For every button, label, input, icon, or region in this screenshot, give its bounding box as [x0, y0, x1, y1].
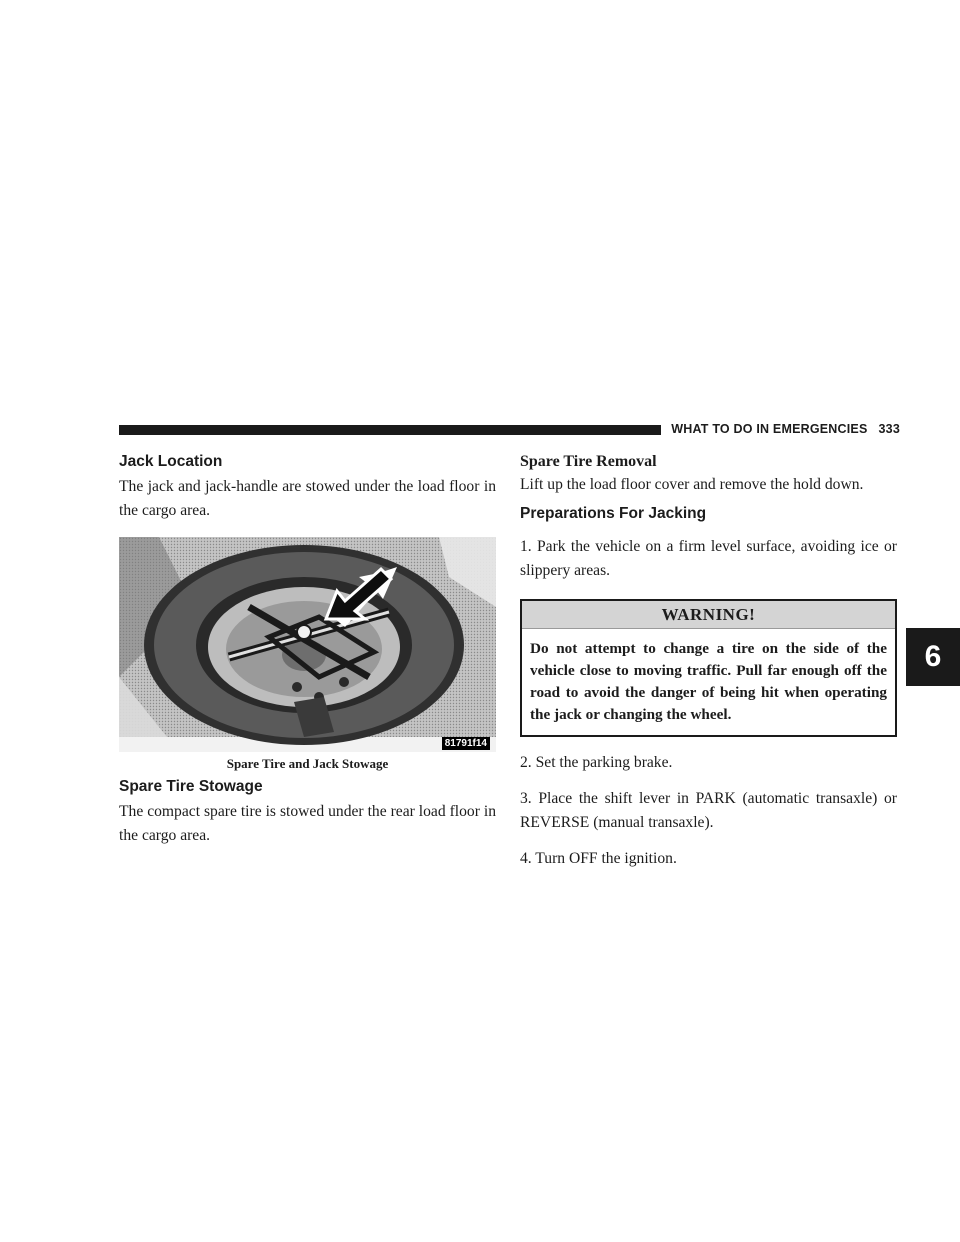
spare-tire-removal-heading: Spare Tire Removal [520, 453, 657, 470]
spare-tire-figure [119, 537, 496, 752]
figure-caption: Spare Tire and Jack Stowage [226, 756, 389, 771]
running-header [670, 422, 900, 436]
left-column [119, 450, 496, 848]
right-column [520, 450, 897, 871]
step-3: 3. Place the shift lever in PARK (automatic transaxle) or REVERSE (manual transaxle). [520, 790, 897, 831]
jack-location-heading: Jack Location [119, 453, 223, 470]
step-1: 1. Park the vehicle on a firm level surface, avoiding ice or slippery areas. [520, 538, 897, 579]
figure-code: 81791f14 [442, 737, 490, 750]
step-4: 4. Turn OFF the ignition. [520, 850, 677, 867]
page-number: 333 [878, 422, 900, 436]
header-rule [119, 425, 661, 435]
step-2: 2. Set the parking brake. [520, 754, 673, 771]
spare-tire-stowage-heading: Spare Tire Stowage [119, 778, 263, 795]
chapter-tab: 6 [906, 628, 960, 686]
spare-tire-illustration [119, 537, 496, 752]
jack-location-text: The jack and jack-handle are stowed under the load floor in the cargo area. [119, 478, 496, 519]
spare-tire-stowage-text: The compact spare tire is stowed under the rear load floor in the cargo area. [119, 803, 496, 844]
warning-text: Do not attempt to change a tire on the side of the vehicle close to moving traffic. Pull far enough off the road to avoid the danger of being hit when operating the jack or changing the wheel. [530, 640, 887, 723]
warning-box [520, 599, 897, 737]
warning-title: WARNING! [522, 601, 895, 629]
preparations-heading: Preparations For Jacking [520, 505, 707, 522]
section-title: WHAT TO DO IN EMERGENCIES [671, 422, 868, 436]
spare-tire-removal-text: Lift up the load floor cover and remove the hold down. [520, 476, 864, 493]
